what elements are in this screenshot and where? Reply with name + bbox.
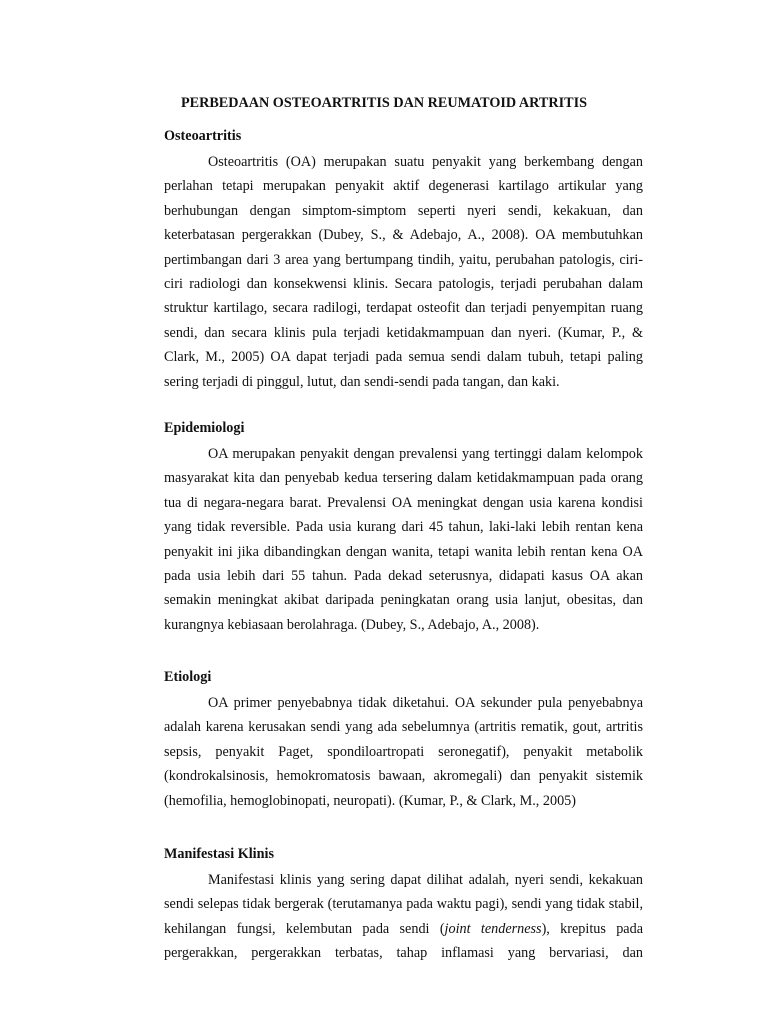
- text-fragment: kehilangan fungsi, kelembutan pada sendi (: [164, 920, 445, 937]
- text-line: tua di negara-negara barat. Prevalensi OA meningkat dengan usia karena kondisi: [164, 494, 643, 511]
- section-body-manifestasi-klinis: [164, 868, 643, 966]
- text-line: (hemofilia, hemoglobinopati, neuropati). (Kumar, P., & Clark, M., 2005): [164, 792, 576, 809]
- text-line: penyakit ini jika dibandingkan dengan wanita, tetapi wanita lebih rentan kena OA: [164, 543, 643, 560]
- section-heading-epidemiologi: Epidemiologi: [164, 420, 245, 436]
- text-line: ciri radiologi dan konsekwensi klinis. Secara patologis, terjadi perubahan dalam: [164, 275, 643, 292]
- section-heading-etiologi: Etiologi: [164, 669, 212, 685]
- text-line: pergerakkan, pergerakkan terbatas, tahap inflamasi yang bervariasi, dan: [164, 945, 643, 962]
- document-title: PERBEDAAN OSTEOARTRITIS DAN REUMATOID ARTRITIS: [180, 95, 588, 111]
- text-line: OA primer penyebabnya tidak diketahui. OA sekunder pula penyebabnya: [208, 695, 643, 711]
- text-line: pada usia lebih dari 55 tahun. Pada dekad seterusnya, didapati kasus OA akan: [164, 567, 643, 584]
- text-line: sendi selepas tidak bergerak (terutamanya pada waktu pagi), sendi yang tidak stabil,: [164, 896, 643, 913]
- section-body-epidemiologi: [164, 442, 643, 637]
- text-line: Osteoartritis (OA) merupakan suatu penyakit yang berkembang dengan: [208, 154, 643, 170]
- text-line: semakin meningkat akibat daripada peningkatan orang usia lanjut, obesitas, dan: [164, 592, 643, 609]
- text-line: kurangnya kebiasaan berolahraga. (Dubey, S., Adebajo, A., 2008).: [164, 616, 540, 633]
- text-line: struktur kartilago, secara radilogi, terdapat osteofit dan terjadi penyempitan ruang: [164, 300, 643, 317]
- section-heading-osteoartritis: Osteoartritis: [164, 128, 242, 144]
- section-heading-manifestasi-klinis: Manifestasi Klinis: [164, 846, 274, 862]
- text-line: masyarakat kita dan penyebab kedua tersering dalam ketidakmampuan pada orang: [164, 470, 643, 487]
- section-body-osteoartritis: [164, 150, 643, 394]
- section-body-etiologi: [164, 691, 643, 813]
- text-line: perlahan tetapi merupakan penyakit aktif degenerasi kartilago artikular yang: [164, 178, 643, 195]
- text-line: Clark, M., 2005) OA dapat terjadi pada semua sendi dalam tubuh, tetapi paling: [164, 349, 643, 366]
- text-line: (kondrokalsinosis, hemokromatosis bawaan, akromegali) dan penyakit sistemik: [164, 768, 643, 785]
- text-line-with-italic: [164, 917, 643, 941]
- text-line: pertimbangan dari 3 area yang bertumpang tindih, yaitu, perubahan patologis, ciri-: [164, 251, 643, 268]
- text-line: sepsis, penyakit Paget, spondiloartropati seronegatif), penyakit metabolik: [164, 743, 643, 760]
- text-line: adalah karena kerusakan sendi yang ada sebelumnya (artritis rematik, gout, artritis: [164, 719, 643, 736]
- text-line: sering terjadi di pinggul, lutut, dan sendi-sendi pada tangan, dan kaki.: [164, 373, 560, 390]
- text-line: sendi, dan secara klinis pula terjadi ketidakmampuan dan nyeri. (Kumar, P., &: [164, 324, 643, 341]
- text-line: Manifestasi klinis yang sering dapat dilihat adalah, nyeri sendi, kekakuan: [208, 872, 643, 888]
- text-line: berhubungan dengan simptom-simptom seperti nyeri sendi, kekakuan, dan: [164, 202, 643, 219]
- text-fragment: ), krepitus pada: [541, 920, 643, 937]
- italic-term: joint tenderness: [444, 920, 542, 937]
- text-line: OA merupakan penyakit dengan prevalensi yang tertinggi dalam kelompok: [208, 446, 643, 462]
- text-line: yang tidak reversible. Pada usia kurang dari 45 tahun, laki-laki lebih rentan kena: [164, 519, 643, 536]
- text-line: keterbatasan pergerakkan (Dubey, S., & Adebajo, A., 2008). OA membutuhkan: [164, 227, 643, 244]
